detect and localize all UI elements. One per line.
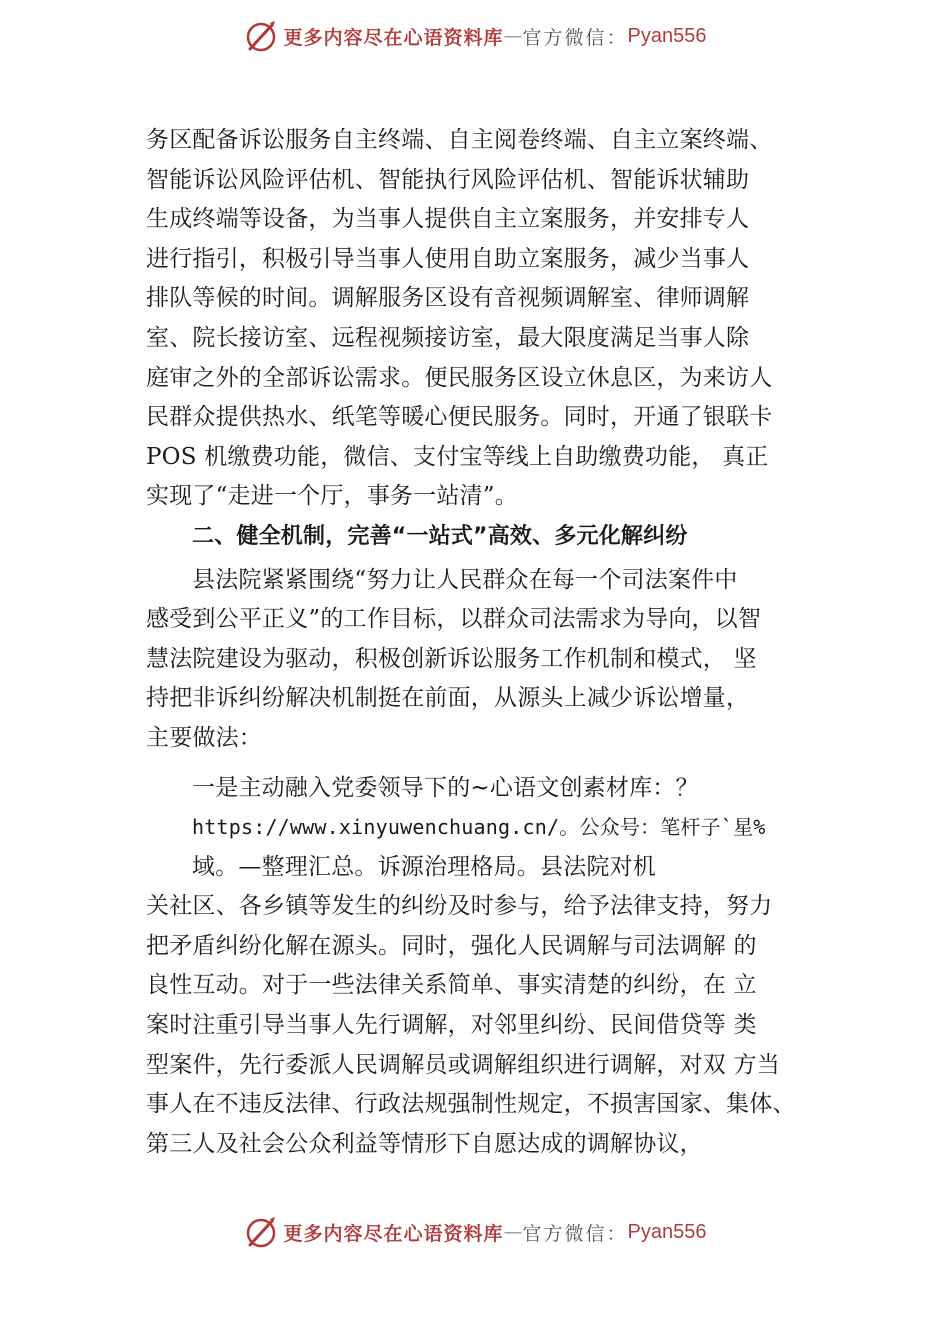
document-body <box>146 121 846 1164</box>
text-line: 把矛盾纠纷化解在源头。同时，强化人民调解与司法调解 的 <box>146 932 757 959</box>
banner-wechat-label: 官方微信： <box>522 26 628 49</box>
banner-brand: 更多内容尽在心语资料库 <box>283 26 504 49</box>
text-line: 持把非诉纠纷解决机制挺在前面，从源头上减少诉讼增量， <box>146 685 750 712</box>
text-line: 型案件，先行委派人民调解员或调解组织进行调解，对双 方当 <box>146 1051 780 1078</box>
brush-logo-icon <box>244 19 278 53</box>
text-line: 实现了“走进一个厅，事务一站清”。 <box>146 483 518 510</box>
text-line: POS 机缴费功能，微信、支付宝等线上自助缴费功能， 真正 <box>146 443 769 470</box>
text-line: 感受到公平正义”的工作目标，以群众司法需求为导向，以智 <box>146 606 762 633</box>
footer-banner <box>0 1210 950 1254</box>
banner-brand: 更多内容尽在心语资料库 <box>283 1222 504 1245</box>
text-line: 务区配备诉讼服务自主终端、自主阅卷终端、自主立案终端、 <box>146 127 773 153</box>
banner-dash: — <box>503 25 523 47</box>
text-line: 县法院紧紧围绕“努力让人民群众在每一个司法案件中 <box>192 566 738 593</box>
text-line: 民群众提供热水、纸笔等暖心便民服务。同时，开通了银联卡 <box>146 404 773 431</box>
section-heading: 二、健全机制，完善“一站式”高效、多元化解纠纷 <box>192 523 688 549</box>
text-line: 室、院长接访室、远程视频接访室，最大限度满足当事人除 <box>146 324 750 351</box>
text-line: 智能诉讼风险评估机、智能执行风险评估机、智能诉状辅助 <box>146 166 750 193</box>
text-line: 慧法院建设为驱动，积极创新诉讼服务工作机制和模式， 坚 <box>146 645 757 672</box>
text-line: 进行指引，积极引导当事人使用自助立案服务，减少当事人 <box>146 245 750 272</box>
text-line: 生成终端等设备，为当事人提供自主立案服务，并安排专人 <box>146 206 750 233</box>
text-line: 主要做法： <box>146 724 262 751</box>
text-line: 事人在不违反法律、行政法规强制性规定，不损害国家、集体、 <box>146 1091 796 1118</box>
banner-wechat-id: Pyan556 <box>627 1220 707 1243</box>
text-line: 域。—整理汇总。诉源治理格局。县法院对机 <box>192 853 656 880</box>
text-line: 第三人及社会公众利益等情形下自愿达成的调解协议， <box>146 1130 703 1157</box>
banner-wechat-label: 官方微信： <box>522 1222 628 1245</box>
banner-dash: — <box>503 1221 523 1243</box>
text-line: 良性互动。对于一些法律关系简单、事实清楚的纠纷，在 立 <box>146 972 757 999</box>
banner-wechat-id: Pyan556 <box>627 24 707 47</box>
text-line: 案时注重引导当事人先行调解，对邻里纠纷、民间借贷等 类 <box>146 1012 757 1039</box>
text-line: 关社区、各乡镇等发生的纠纷及时参与，给予法律支持，努力 <box>146 893 773 920</box>
text-line: 排队等候的时间。调解服务区设有音视频调解室、律师调解 <box>146 285 750 312</box>
header-banner <box>0 14 950 58</box>
text-line: 一是主动融入党委领导下的~心语文创素材库：？ <box>192 774 699 801</box>
text-line: 庭审之外的全部诉讼需求。便民服务区设立休息区，为来访人 <box>146 364 773 391</box>
url-line: https://www.xinyuwenchuang.cn/。公众号：笔杆子`星% <box>192 815 766 840</box>
brush-logo-icon <box>244 1215 278 1249</box>
